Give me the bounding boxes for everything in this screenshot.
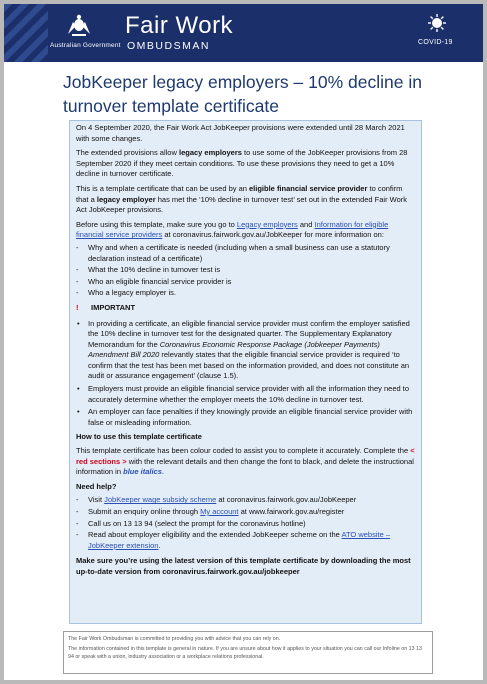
important-list — [76, 319, 415, 429]
my-account-link[interactable]: My account — [200, 507, 239, 516]
list-item: - Call us on 13 13 94 (select the prompt for the coronavirus hotline) — [76, 519, 415, 530]
list-item — [76, 495, 415, 506]
bill-title: Coronavirus Economic Response Package (Jobkeeper Payments) Amendment Bill 2020 — [88, 339, 380, 360]
text-run: relevantly states that the eligible financial service provider is required ‘to confirm that the test has been met based on the information provided, and does not constitute an audit or assurance engagement’ (clause 1.5). — [88, 350, 410, 381]
red-sections-text: < red sections > — [76, 446, 415, 466]
instructions-box — [69, 120, 422, 624]
document-title: JobKeeper legacy employers – 10% decline in turnover template certificate — [63, 72, 422, 116]
how-to-heading: How to use this template certificate — [76, 432, 202, 442]
blue-italics-text: blue italics — [123, 467, 162, 477]
list-item: - Why and when a certificate is needed (including when a small business can use a statutory declaration instead of a certificate) — [76, 243, 415, 264]
before-using-paragraph — [76, 220, 415, 241]
text-run: at www.fairwork.gov.au/register — [238, 507, 345, 516]
header-stripes — [4, 4, 48, 62]
document-page — [4, 4, 483, 680]
virus-icon — [427, 13, 447, 33]
text-run: Read about employer eligibility and the extended JobKeeper scheme on the — [88, 530, 342, 540]
disclaimer-line-2: The information contained in this template is general in nature. If you are unsure about how it applies to your situation you can call our Infoline on 13 13 94 or speak with a union, industry association or a workplace relations professional. — [68, 646, 422, 660]
list-item — [76, 319, 415, 383]
eligible-provider-term: eligible financial service provider — [249, 183, 368, 193]
legacy-employers-link[interactable]: Legacy employers — [236, 219, 298, 229]
closing-note: Make sure you’re using the latest version of this template certificate by downloading the most up-to-date version from coronavirus.fairwork.gov.au/jobkeeper — [76, 556, 411, 576]
covid-label: COVID-19 — [418, 39, 453, 46]
text-run: In providing a certificate, an eligible financial service provider must confirm the employer satisfied the 10% decline in turnover test for the designated quarter. The Supplementary Explanatory Memorandum for the — [88, 318, 410, 349]
coat-of-arms-icon — [66, 14, 92, 40]
list-item: • Employers must provide an eligible financial service provider with all the information they need to accurately determine whether the employer meets the 10% decline in turnover test. — [76, 384, 415, 405]
intro-paragraph: On 4 September 2020, the Fair Work Act JobKeeper provisions were extended until 28 March 2021 with some changes. — [76, 123, 405, 143]
text-run: Visit — [88, 495, 105, 505]
text-run: to confirm that a — [76, 183, 403, 204]
text-run: Before using this template, make sure you go to — [76, 219, 237, 229]
list-item: • An employer can face penalties if they knowingly provide an eligible financial service provider with false or misleading information. — [76, 407, 415, 428]
important-heading — [76, 303, 415, 314]
info-topics-list — [76, 243, 415, 299]
list-item — [76, 530, 415, 551]
disclaimer-line-1: The Fair Work Ombudsman is committed to providing you with advice that you can rely on. — [68, 636, 281, 642]
text-run: This is a template certificate that can be used by an — [76, 183, 250, 193]
warning-icon: ! — [76, 302, 79, 312]
provisions-paragraph — [76, 148, 415, 180]
eligible-providers-link[interactable]: Information for eligible financial service providers — [76, 219, 389, 240]
list-item — [76, 507, 415, 518]
government-label: Australian Government — [50, 42, 121, 49]
list-item: - What the 10% decline in turnover test is — [76, 265, 415, 276]
text-run: has met the ‘10% decline in turnover test’ set out in the extended Fair Work Act JobKeeper provisions. — [76, 194, 408, 215]
list-item: - Who a legacy employer is. — [76, 288, 415, 299]
legacy-employer-term: legacy employer — [96, 194, 156, 204]
disclaimer-box — [63, 631, 433, 674]
text-run: This template certificate has been colour coded to assist you to complete it accurately. Complete the — [76, 446, 411, 456]
important-label: IMPORTANT — [91, 302, 136, 312]
text-run: The extended provisions allow — [76, 148, 179, 158]
help-list — [76, 495, 415, 551]
wage-subsidy-link[interactable]: JobKeeper wage subsidy scheme — [104, 495, 217, 505]
brand-title: Fair Work — [125, 12, 234, 39]
ato-website-link[interactable]: ATO website – JobKeeper extension — [88, 530, 391, 550]
text-run: . — [158, 540, 161, 550]
text-run: to use some of the JobKeeper provisions from 28 September 2020 if they meet certain conditions. To use these provisions they need to get a 10% decline in turnover certificate. — [76, 148, 408, 179]
text-run: Submit an enquiry online through — [88, 507, 201, 516]
template-paragraph — [76, 184, 415, 216]
text-run: at coronavirus.fairwork.gov.au/JobKeeper for more information on: — [162, 230, 384, 240]
text-run: at coronavirus.fairwork.gov.au/JobKeeper — [216, 495, 357, 505]
help-heading: Need help? — [76, 481, 117, 491]
how-to-paragraph — [76, 446, 415, 478]
legacy-employers-term: legacy employers — [178, 148, 242, 158]
list-item: - Who an eligible financial service provider is — [76, 277, 415, 288]
brand-subtitle: OMBUDSMAN — [127, 40, 210, 52]
text-run: and — [297, 219, 315, 229]
text-run: . — [161, 467, 164, 477]
page-header — [4, 4, 483, 62]
text-run: with the relevant details and then change the font to black, and delete the instructional information in — [76, 456, 414, 477]
